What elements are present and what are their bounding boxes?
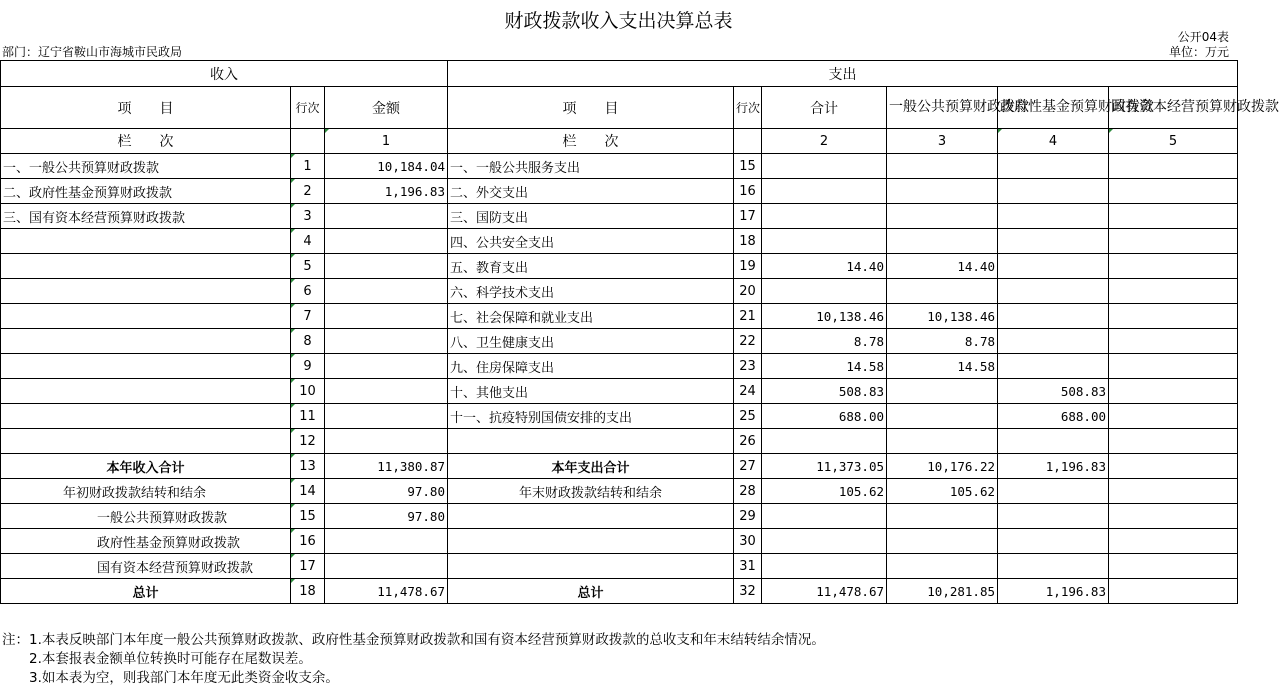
expense-item-cell[interactable]: 八、卫生健康支出 [448, 329, 734, 354]
income-header[interactable]: 收入 [1, 61, 448, 87]
expense-general-cell[interactable]: 10,281.85 [887, 579, 998, 604]
expense-fund-cell[interactable] [998, 254, 1109, 279]
expense-rowno-cell[interactable]: 16 [734, 179, 762, 204]
expense-rowno-cell[interactable]: 20 [734, 279, 762, 304]
table-row [1, 279, 1238, 304]
income-item-cell[interactable]: 一、一般公共预算财政拨款 [1, 154, 291, 179]
expense-total-cell[interactable]: 10,138.46 [762, 304, 887, 329]
expense-item-cell[interactable]: 九、住房保障支出 [448, 354, 734, 379]
income-rowno-cell[interactable]: 13 [291, 454, 325, 479]
expense-general-cell[interactable] [887, 154, 998, 179]
expense-total-cell[interactable] [762, 504, 887, 529]
expense-total-cell[interactable]: 11,373.05 [762, 454, 887, 479]
income-rowno-header[interactable]: 行次 [291, 87, 325, 129]
expense-general-cell[interactable]: 14.58 [887, 354, 998, 379]
total-header[interactable]: 合计 [762, 87, 887, 129]
expense-item-cell[interactable]: 五、教育支出 [448, 254, 734, 279]
income-rowno-cell[interactable]: 8 [291, 329, 325, 354]
income-rowno-cell[interactable]: 2 [291, 179, 325, 204]
expense-general-cell[interactable] [887, 554, 998, 579]
fund-budget-header[interactable]: 政府性基金预算财政拨款 [998, 87, 1109, 129]
expense-state-cell[interactable] [1109, 379, 1238, 404]
expense-fund-cell[interactable] [998, 154, 1109, 179]
expense-column-label[interactable]: 栏 次 [448, 129, 734, 154]
expense-general-cell[interactable]: 10,176.22 [887, 454, 998, 479]
expense-item-cell[interactable] [448, 429, 734, 454]
expense-general-cell[interactable] [887, 279, 998, 304]
income-rowno-cell[interactable]: 4 [291, 229, 325, 254]
column-number-1[interactable]: 1 [325, 129, 448, 154]
income-item-cell[interactable]: 国有资本经营预算财政拨款 [1, 554, 291, 579]
income-amount-cell[interactable] [325, 229, 448, 254]
table-row [1, 204, 1238, 229]
expense-fund-cell[interactable] [998, 529, 1109, 554]
expense-total-cell[interactable] [762, 154, 887, 179]
income-rowno-cell[interactable]: 15 [291, 504, 325, 529]
footnotes [2, 631, 825, 688]
expense-rowno-cell[interactable]: 21 [734, 304, 762, 329]
expense-fund-cell[interactable] [998, 479, 1109, 504]
income-amount-cell[interactable] [325, 254, 448, 279]
expense-state-cell[interactable] [1109, 304, 1238, 329]
expense-total-cell[interactable]: 688.00 [762, 404, 887, 429]
expense-total-cell[interactable] [762, 229, 887, 254]
income-item-cell[interactable] [1, 304, 291, 329]
expense-general-cell[interactable] [887, 179, 998, 204]
table-row [1, 429, 1238, 454]
income-amount-cell[interactable] [325, 554, 448, 579]
expense-state-cell[interactable] [1109, 479, 1238, 504]
unit-label: 单位：万元 [1168, 45, 1229, 59]
expense-item-cell[interactable]: 十一、抗疫特别国债安排的支出 [448, 404, 734, 429]
table-row [1, 229, 1238, 254]
summary-row [1, 579, 1238, 604]
expense-state-cell[interactable] [1109, 329, 1238, 354]
summary-row [1, 454, 1238, 479]
expense-rowno-cell[interactable]: 32 [734, 579, 762, 604]
expense-general-cell[interactable] [887, 404, 998, 429]
expense-state-cell[interactable] [1109, 279, 1238, 304]
expense-general-cell[interactable] [887, 379, 998, 404]
expense-fund-cell[interactable] [998, 204, 1109, 229]
expense-rowno-cell[interactable]: 24 [734, 379, 762, 404]
income-item-cell[interactable]: 总计 [1, 579, 291, 604]
footnote-3: 3.如本表为空，则我部门本年度无此类资金收支余。 [2, 670, 339, 686]
expense-fund-cell[interactable] [998, 304, 1109, 329]
summary-row [1, 504, 1238, 529]
department-label: 部门：辽宁省鞍山市海城市民政局 [2, 45, 183, 59]
income-rowno-cell[interactable]: 9 [291, 354, 325, 379]
expense-state-cell[interactable] [1109, 229, 1238, 254]
expense-general-cell[interactable]: 10,138.46 [887, 304, 998, 329]
expense-rowno-cell[interactable]: 29 [734, 504, 762, 529]
expense-fund-cell[interactable] [998, 554, 1109, 579]
expense-item-cell[interactable] [448, 554, 734, 579]
report-title: 财政拨款收入支出决算总表 [504, 10, 733, 32]
income-rowno-cell[interactable]: 1 [291, 154, 325, 179]
expense-rowno-cell[interactable]: 18 [734, 229, 762, 254]
expense-rowno-cell[interactable]: 23 [734, 354, 762, 379]
expense-total-cell[interactable] [762, 279, 887, 304]
expense-item-cell[interactable]: 本年支出合计 [448, 454, 734, 479]
empty-cell[interactable] [291, 129, 325, 154]
expense-fund-cell[interactable] [998, 354, 1109, 379]
table-row [1, 179, 1238, 204]
expense-state-cell[interactable] [1109, 554, 1238, 579]
expense-total-cell[interactable] [762, 554, 887, 579]
expense-general-cell[interactable] [887, 204, 998, 229]
income-amount-cell[interactable] [325, 329, 448, 354]
expense-state-cell[interactable] [1109, 429, 1238, 454]
income-amount-cell[interactable]: 1,196.83 [325, 179, 448, 204]
amount-header[interactable]: 金额 [325, 87, 448, 129]
expense-state-cell[interactable] [1109, 504, 1238, 529]
income-rowno-cell[interactable]: 5 [291, 254, 325, 279]
income-column-label[interactable]: 栏 次 [1, 129, 291, 154]
expense-total-cell[interactable] [762, 179, 887, 204]
expense-rowno-cell[interactable]: 28 [734, 479, 762, 504]
income-item-cell[interactable]: 年初财政拨款结转和结余 [1, 479, 291, 504]
expense-rowno-cell[interactable]: 25 [734, 404, 762, 429]
income-rowno-cell[interactable]: 6 [291, 279, 325, 304]
expense-item-cell[interactable] [448, 529, 734, 554]
expense-fund-cell[interactable] [998, 179, 1109, 204]
table-row [1, 304, 1238, 329]
expense-state-cell[interactable] [1109, 579, 1238, 604]
expense-rowno-cell[interactable]: 19 [734, 254, 762, 279]
expense-general-cell[interactable] [887, 229, 998, 254]
expense-item-cell[interactable] [448, 504, 734, 529]
expense-state-cell[interactable] [1109, 204, 1238, 229]
income-amount-cell[interactable] [325, 354, 448, 379]
summary-row [1, 479, 1238, 504]
expense-total-cell[interactable]: 14.40 [762, 254, 887, 279]
income-rowno-cell[interactable]: 10 [291, 379, 325, 404]
income-rowno-cell[interactable]: 17 [291, 554, 325, 579]
expense-item-cell[interactable]: 总计 [448, 579, 734, 604]
income-item-cell[interactable] [1, 379, 291, 404]
income-item-cell[interactable]: 一般公共预算财政拨款 [1, 504, 291, 529]
column-number-5[interactable]: 5 [1109, 129, 1238, 154]
expense-general-cell[interactable] [887, 504, 998, 529]
income-amount-cell[interactable] [325, 204, 448, 229]
expense-fund-cell[interactable] [998, 229, 1109, 254]
table-row [1, 354, 1238, 379]
summary-row [1, 554, 1238, 579]
income-item-cell[interactable]: 本年收入合计 [1, 454, 291, 479]
expense-general-cell[interactable] [887, 529, 998, 554]
expense-item-cell[interactable]: 三、国防支出 [448, 204, 734, 229]
income-item-cell[interactable] [1, 329, 291, 354]
income-amount-cell[interactable]: 11,380.87 [325, 454, 448, 479]
expense-item-cell[interactable]: 一、一般公共服务支出 [448, 154, 734, 179]
footnote-2: 2.本套报表金额单位转换时可能存在尾数误差。 [2, 651, 312, 667]
income-item-cell[interactable] [1, 354, 291, 379]
expense-general-cell[interactable]: 14.40 [887, 254, 998, 279]
expense-fund-cell[interactable] [998, 329, 1109, 354]
expense-rowno-header[interactable]: 行次 [734, 87, 762, 129]
income-item-cell[interactable]: 政府性基金预算财政拨款 [1, 529, 291, 554]
expense-state-cell[interactable] [1109, 529, 1238, 554]
expense-total-cell[interactable]: 11,478.67 [762, 579, 887, 604]
expense-total-cell[interactable] [762, 529, 887, 554]
form-number: 公开04表 [1177, 30, 1229, 44]
income-rowno-cell[interactable]: 7 [291, 304, 325, 329]
expense-fund-cell[interactable]: 508.83 [998, 379, 1109, 404]
column-number-4[interactable]: 4 [998, 129, 1109, 154]
expense-rowno-cell[interactable]: 17 [734, 204, 762, 229]
income-item-cell[interactable] [1, 404, 291, 429]
income-item-cell[interactable] [1, 279, 291, 304]
expense-state-cell[interactable] [1109, 354, 1238, 379]
income-item-cell[interactable]: 二、政府性基金预算财政拨款 [1, 179, 291, 204]
expense-item-cell[interactable]: 十、其他支出 [448, 379, 734, 404]
expense-rowno-cell[interactable]: 22 [734, 329, 762, 354]
column-number-2[interactable]: 2 [762, 129, 887, 154]
general-budget-header[interactable]: 一般公共预算财政拨款 [887, 87, 998, 129]
expense-item-cell[interactable]: 年末财政拨款结转和结余 [448, 479, 734, 504]
expense-fund-cell[interactable] [998, 504, 1109, 529]
expense-item-cell[interactable]: 六、科学技术支出 [448, 279, 734, 304]
income-rowno-cell[interactable]: 16 [291, 529, 325, 554]
empty-cell[interactable] [734, 129, 762, 154]
expense-item-cell[interactable]: 七、社会保障和就业支出 [448, 304, 734, 329]
column-number-3[interactable]: 3 [887, 129, 998, 154]
income-rowno-cell[interactable]: 3 [291, 204, 325, 229]
expense-total-cell[interactable] [762, 429, 887, 454]
expense-fund-cell[interactable]: 688.00 [998, 404, 1109, 429]
income-amount-cell[interactable] [325, 529, 448, 554]
expense-header[interactable]: 支出 [448, 61, 1238, 87]
income-amount-cell[interactable]: 97.80 [325, 479, 448, 504]
income-amount-cell[interactable] [325, 304, 448, 329]
expense-total-cell[interactable]: 14.58 [762, 354, 887, 379]
income-item-cell[interactable] [1, 229, 291, 254]
expense-rowno-cell[interactable]: 30 [734, 529, 762, 554]
expense-fund-cell[interactable] [998, 279, 1109, 304]
expense-state-cell[interactable] [1109, 404, 1238, 429]
expense-total-cell[interactable]: 508.83 [762, 379, 887, 404]
expense-general-cell[interactable] [887, 429, 998, 454]
expense-state-cell[interactable] [1109, 179, 1238, 204]
income-item-cell[interactable] [1, 429, 291, 454]
income-rowno-cell[interactable]: 14 [291, 479, 325, 504]
expense-fund-cell[interactable]: 1,196.83 [998, 579, 1109, 604]
income-amount-cell[interactable] [325, 279, 448, 304]
expense-rowno-cell[interactable]: 15 [734, 154, 762, 179]
footnote-1: 注：1.本表反映部门本年度一般公共预算财政拨款、政府性基金预算财政拨款和国有资本经营预算财政拨款的总收支和年末结转结余情况。 [2, 632, 825, 648]
expense-general-cell[interactable]: 8.78 [887, 329, 998, 354]
income-amount-cell[interactable]: 11,478.67 [325, 579, 448, 604]
expense-fund-cell[interactable] [998, 429, 1109, 454]
table-row [1, 254, 1238, 279]
expense-rowno-cell[interactable]: 27 [734, 454, 762, 479]
income-rowno-cell[interactable]: 12 [291, 429, 325, 454]
summary-row [1, 529, 1238, 554]
table-row [1, 329, 1238, 354]
expense-state-cell[interactable] [1109, 254, 1238, 279]
table-row [1, 154, 1238, 179]
expense-item-cell[interactable]: 四、公共安全支出 [448, 229, 734, 254]
income-amount-cell[interactable] [325, 429, 448, 454]
expense-state-cell[interactable] [1109, 154, 1238, 179]
expense-rowno-cell[interactable]: 26 [734, 429, 762, 454]
income-amount-cell[interactable]: 10,184.04 [325, 154, 448, 179]
income-item-header[interactable]: 项 目 [1, 87, 291, 129]
expense-state-cell[interactable] [1109, 454, 1238, 479]
table-row [1, 379, 1238, 404]
income-item-cell[interactable]: 三、国有资本经营预算财政拨款 [1, 204, 291, 229]
expense-item-cell[interactable]: 二、外交支出 [448, 179, 734, 204]
expense-fund-cell[interactable]: 1,196.83 [998, 454, 1109, 479]
income-item-cell[interactable] [1, 254, 291, 279]
state-capital-header[interactable]: 国有资本经营预算财政拨款 [1109, 87, 1238, 129]
income-rowno-cell[interactable]: 11 [291, 404, 325, 429]
table-row [1, 404, 1238, 429]
income-amount-cell[interactable]: 97.80 [325, 504, 448, 529]
expense-total-cell[interactable] [762, 204, 887, 229]
expense-general-cell[interactable]: 105.62 [887, 479, 998, 504]
income-rowno-cell[interactable]: 18 [291, 579, 325, 604]
expense-total-cell[interactable]: 105.62 [762, 479, 887, 504]
expense-total-cell[interactable]: 8.78 [762, 329, 887, 354]
expense-item-header[interactable]: 项 目 [448, 87, 734, 129]
expense-rowno-cell[interactable]: 31 [734, 554, 762, 579]
income-amount-cell[interactable] [325, 379, 448, 404]
income-amount-cell[interactable] [325, 404, 448, 429]
budget-summary-table [0, 60, 1279, 604]
